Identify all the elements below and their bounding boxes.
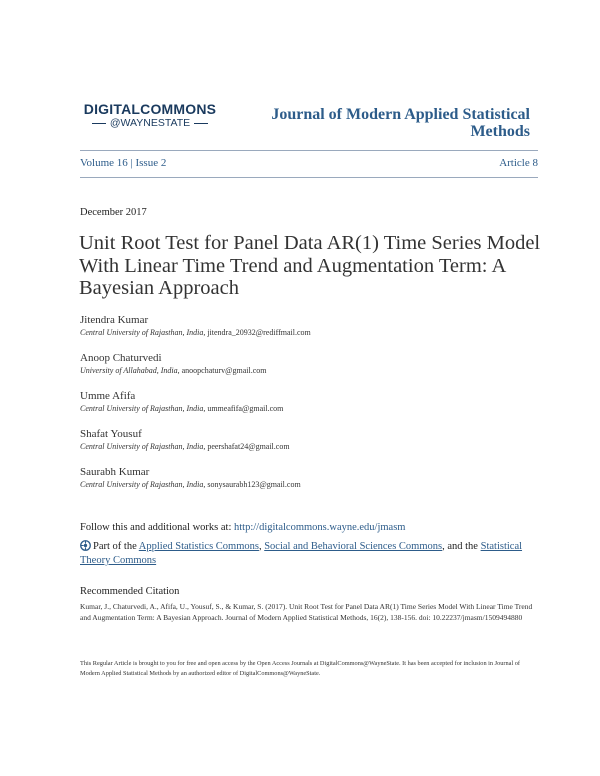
header-rule-bottom xyxy=(80,177,538,178)
logo-bottom-text: @WAYNESTATE xyxy=(109,117,191,129)
issue-row xyxy=(80,157,538,169)
repository-link[interactable]: http://digitalcommons.wayne.edu/jmasm xyxy=(234,522,406,533)
issue-separator: | xyxy=(130,157,133,169)
part-of-line xyxy=(80,540,540,568)
author-name: Umme Afifa xyxy=(80,390,136,402)
logo-dash-right xyxy=(194,123,208,124)
logo-top-text: DIGITALCOMMONS xyxy=(83,101,217,117)
author-email[interactable]: peershafat24@gmail.com xyxy=(207,442,290,451)
article-number[interactable]: Article 8 xyxy=(499,157,538,169)
header-rule-top xyxy=(80,150,538,151)
author-affiliation: Central University of Rajasthan, India, ummeafifa@gmail.com xyxy=(80,404,284,413)
digitalcommons-logo[interactable] xyxy=(80,102,220,130)
author-institution: Central University of Rajasthan, India xyxy=(80,404,204,413)
author-name: Shafat Yousuf xyxy=(80,428,142,440)
author-institution: University of Allahabad, India xyxy=(80,366,178,375)
author-institution: Central University of Rajasthan, India xyxy=(80,442,204,451)
applied-statistics-commons-link[interactable]: Applied Statistics Commons xyxy=(138,541,259,552)
author-email[interactable]: jitendra_20932@rediffmail.com xyxy=(207,328,311,337)
author-entry xyxy=(80,351,560,389)
part-of-and-the: , and the xyxy=(442,541,478,552)
part-of-prefix: Part of the xyxy=(93,541,137,552)
volume-link[interactable]: Volume 16 xyxy=(80,157,128,169)
author-entry xyxy=(80,389,560,427)
author-list xyxy=(80,313,560,503)
author-entry xyxy=(80,313,560,351)
author-entry xyxy=(80,427,560,465)
author-affiliation: Central University of Rajasthan, India, peershafat24@gmail.com xyxy=(80,442,290,451)
network-icon xyxy=(80,540,91,551)
author-email[interactable]: sonysaurabh123@gmail.com xyxy=(207,480,301,489)
author-institution: Central University of Rajasthan, India xyxy=(80,480,204,489)
part-of-separator: , xyxy=(258,541,262,552)
follow-text: Follow this and additional works at: xyxy=(80,522,232,533)
statistical-theory-commons-link[interactable]: Statistical Theory Commons xyxy=(80,541,523,566)
volume-issue xyxy=(80,157,166,169)
recommended-citation-text: Kumar, J., Chaturvedi, A., Afifa, U., Yousuf, S., & Kumar, S. (2017). Unit Root Test for Panel Data AR(1) Time Series Model With Linear Time Trend and Augmentation Term: A Bayesian Approach. Journal of Modern Applied Statistical Methods, 16(2), 138-156. doi: 10.22237/jmasm/1509494880 xyxy=(80,602,533,622)
author-affiliation: University of Allahabad, India, anoopchaturv@gmail.com xyxy=(80,366,267,375)
social-behavioral-sciences-commons-link[interactable]: Social and Behavioral Sciences Commons xyxy=(264,541,443,552)
author-institution: Central University of Rajasthan, India xyxy=(80,328,204,337)
author-email[interactable]: anoopchaturv@gmail.com xyxy=(181,366,267,375)
logo-bottom-row xyxy=(80,117,220,130)
logo-dash-left xyxy=(92,123,106,124)
author-name: Saurabh Kumar xyxy=(80,466,150,478)
author-name: Anoop Chaturvedi xyxy=(80,352,162,364)
recommended-citation-heading: Recommended Citation xyxy=(80,586,180,597)
author-affiliation: Central University of Rajasthan, India, sonysaurabh123@gmail.com xyxy=(80,480,301,489)
article-title: Unit Root Test for Panel Data AR(1) Time Series Model With Linear Time Trend and Augmentation Term: A Bayesian Approach xyxy=(79,232,541,299)
publication-date: December 2017 xyxy=(80,207,147,218)
follow-line xyxy=(80,522,405,533)
author-name: Jitendra Kumar xyxy=(80,314,149,326)
author-entry xyxy=(80,465,560,503)
author-affiliation: Central University of Rajasthan, India, jitendra_20932@rediffmail.com xyxy=(80,328,311,337)
journal-title-link[interactable]: Journal of Modern Applied Statistical Methods xyxy=(271,106,530,140)
author-email[interactable]: ummeafifa@gmail.com xyxy=(207,404,284,413)
footer-notice: This Regular Article is brought to you for free and open access by the Open Access Journals at DigitalCommons@WayneState. It has been accepted for inclusion in Journal of Modern Applied Statistical Methods by an authorized editor of DigitalCommons@WayneState. xyxy=(80,660,521,677)
issue-link[interactable]: Issue 2 xyxy=(135,157,167,169)
